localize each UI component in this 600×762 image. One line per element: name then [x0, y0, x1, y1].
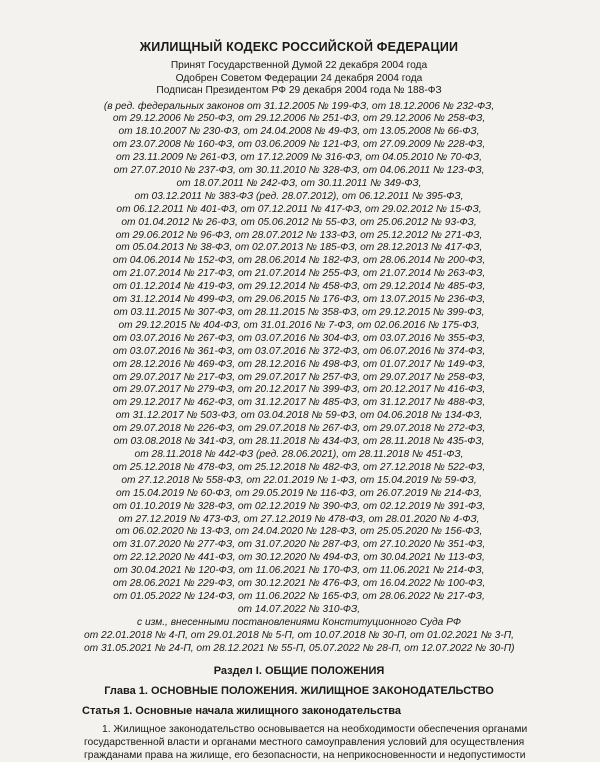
article-paragraph	[84, 723, 528, 762]
amendment-line: от 30.04.2021 № 120-ФЗ, от 11.06.2021 № 170-ФЗ, от 11.06.2021 № 214-ФЗ,	[113, 565, 485, 577]
amendment-line: от 01.10.2019 № 328-ФЗ, от 02.12.2019 № 390-ФЗ, от 02.12.2019 № 391-ФЗ,	[112, 500, 486, 512]
amendment-line: от 29.12.2017 № 462-ФЗ, от 31.12.2017 № 485-ФЗ, от 31.12.2017 № 488-ФЗ,	[112, 397, 486, 409]
article-heading: Статья 1. Основные начала жилищного законодательства	[82, 705, 401, 718]
amendment-line: от 27.12.2019 № 473-ФЗ, от 27.12.2019 № 478-ФЗ, от 28.01.2020 № 4-ФЗ,	[118, 513, 480, 525]
amendment-line: от 03.07.2016 № 267-ФЗ, от 03.07.2016 № 304-ФЗ, от 03.07.2016 № 355-ФЗ,	[112, 332, 486, 344]
amendment-line: от 28.06.2021 № 229-ФЗ, от 30.12.2021 № 476-ФЗ, от 16.04.2022 № 100-ФЗ,	[112, 578, 486, 590]
amendment-line: от 18.07.2011 № 242-ФЗ, от 30.11.2011 № 349-ФЗ,	[176, 177, 422, 189]
amendment-line: от 27.07.2010 № 237-ФЗ, от 30.11.2010 № 328-ФЗ, от 04.06.2011 № 123-ФЗ,	[113, 165, 485, 177]
amendment-line: от 23.11.2009 № 261-ФЗ, от 17.12.2009 № 316-ФЗ, от 04.05.2010 № 70-ФЗ,	[116, 152, 482, 164]
paragraph-line: государственной власти и органами местного самоуправления условий для осуществления	[84, 737, 525, 749]
amendment-line: от 29.06.2012 № 96-ФЗ, от 28.07.2012 № 133-ФЗ, от 25.12.2012 № 271-ФЗ,	[115, 229, 483, 241]
amendment-line: от 23.07.2008 № 160-ФЗ, от 03.06.2009 № 121-ФЗ, от 27.09.2009 № 228-ФЗ,	[112, 139, 486, 151]
section-heading: Раздел I. ОБЩИЕ ПОЛОЖЕНИЯ	[213, 665, 385, 678]
amendment-line: от 14.07.2022 № 310-ФЗ,	[237, 603, 361, 615]
amendment-line: от 31.07.2020 № 277-ФЗ, от 31.07.2020 № 287-ФЗ, от 27.10.2020 № 351-ФЗ,	[112, 539, 486, 551]
amendment-line: от 29.12.2015 № 404-ФЗ, от 31.01.2016 № 7-ФЗ, от 02.06.2016 № 175-ФЗ,	[118, 319, 480, 331]
document-title: ЖИЛИЩНЫЙ КОДЕКС РОССИЙСКОЙ ФЕДЕРАЦИИ	[139, 40, 459, 54]
amendments-list	[84, 101, 514, 656]
amendment-line: от 22.01.2018 № 4-П, от 29.01.2018 № 5-П, от 10.07.2018 № 30-П, от 01.02.2021 № 3-П,	[84, 629, 514, 641]
amendment-line: от 29.12.2006 № 250-ФЗ, от 29.12.2006 № 251-ФЗ, от 29.12.2006 № 258-ФЗ,	[112, 113, 486, 125]
amendment-line: от 25.12.2018 № 478-ФЗ, от 25.12.2018 № 482-ФЗ, от 27.12.2018 № 522-ФЗ,	[112, 461, 486, 473]
adoption-block	[84, 60, 514, 98]
amendment-line: от 03.11.2015 № 307-ФЗ, от 28.11.2015 № 358-ФЗ, от 29.12.2015 № 399-ФЗ,	[113, 307, 485, 318]
amendment-line: с изм., внесенными постановлениями Конституционного Суда РФ	[137, 616, 461, 628]
amendment-line: от 01.05.2022 № 124-ФЗ, от 11.06.2022 № 165-ФЗ, от 28.06.2022 № 217-ФЗ,	[113, 590, 485, 602]
amendment-line: от 29.07.2018 № 226-ФЗ, от 29.07.2018 № 267-ФЗ, от 29.07.2018 № 272-ФЗ,	[112, 423, 486, 435]
adoption-duma: Принят Государственной Думой 22 декабря 2004 года	[170, 60, 428, 71]
amendment-line: от 18.10.2007 № 230-ФЗ, от 24.04.2008 № 49-ФЗ, от 13.05.2008 № 66-ФЗ,	[118, 126, 480, 138]
amendment-line: от 31.05.2021 № 24-П, от 28.12.2021 № 55-П, 05.07.2022 № 28-П, от 12.07.2022 № 30-П)	[84, 642, 515, 654]
amendment-line: от 05.04.2013 № 38-ФЗ, от 02.07.2013 № 185-ФЗ, от 28.12.2013 № 417-ФЗ,	[115, 242, 483, 254]
amendment-line: от 22.12.2020 № 441-ФЗ, от 30.12.2020 № 494-ФЗ, от 30.04.2021 № 113-ФЗ,	[113, 552, 485, 564]
amendment-line: от 21.07.2014 № 217-ФЗ, от 21.07.2014 № 255-ФЗ, от 21.07.2014 № 263-ФЗ,	[112, 268, 486, 280]
amendment-line: от 06.02.2020 № 13-ФЗ, от 24.04.2020 № 128-ФЗ, от 25.05.2020 № 156-ФЗ,	[115, 526, 483, 538]
amendment-line: от 28.12.2016 № 469-ФЗ, от 28.12.2016 № 498-ФЗ, от 01.07.2017 № 149-ФЗ,	[112, 358, 486, 370]
amendment-line: от 31.12.2017 № 503-ФЗ, от 03.04.2018 № 59-ФЗ, от 04.06.2018 № 134-ФЗ,	[115, 410, 483, 422]
amendment-line: от 01.04.2012 № 26-ФЗ, от 05.06.2012 № 55-ФЗ, от 25.06.2012 № 93-ФЗ,	[121, 216, 477, 228]
amendment-line: от 03.12.2011 № 383-ФЗ (ред. 28.07.2012), от 06.12.2011 № 395-ФЗ,	[134, 190, 464, 202]
adoption-federation-council: Одобрен Советом Федерации 24 декабря 2004 года	[175, 72, 423, 84]
amendment-line: от 04.06.2014 № 152-ФЗ, от 28.06.2014 № 182-ФЗ, от 28.06.2014 № 200-ФЗ,	[112, 255, 486, 267]
amendment-line: от 01.12.2014 № 419-ФЗ, от 29.12.2014 № 458-ФЗ, от 29.12.2014 № 485-ФЗ,	[112, 281, 486, 293]
amendment-line: от 03.07.2016 № 361-ФЗ, от 03.07.2016 № 372-ФЗ, от 06.07.2016 № 374-ФЗ,	[112, 345, 486, 357]
amendment-line: от 31.12.2014 № 499-ФЗ, от 29.06.2015 № 176-ФЗ, от 13.07.2015 № 236-ФЗ,	[112, 294, 486, 306]
amendment-line: от 29.07.2017 № 217-ФЗ, от 29.07.2017 № 257-ФЗ, от 29.07.2017 № 258-ФЗ,	[112, 371, 486, 383]
amendment-line: от 27.12.2018 № 558-ФЗ, от 22.01.2019 № 1-ФЗ, от 15.04.2019 № 59-ФЗ,	[121, 474, 477, 486]
amendment-line: (в ред. федеральных законов от 31.12.2005 № 199-ФЗ, от 18.12.2006 № 232-ФЗ,	[103, 100, 495, 112]
paragraph-line: гражданами права на жилище, его безопасности, на неприкосновенности и недопустимости	[84, 750, 526, 762]
paragraph-line: 1. Жилищное законодательство основывается на необходимости обеспечения органами	[102, 724, 528, 736]
amendment-line: от 28.11.2018 № 442-ФЗ (ред. 28.06.2021), от 28.11.2018 № 451-ФЗ,	[134, 448, 464, 460]
amendment-line: от 29.07.2017 № 279-ФЗ, от 20.12.2017 № 399-ФЗ, от 20.12.2017 № 416-ФЗ,	[112, 384, 486, 396]
amendment-line: от 15.04.2019 № 60-ФЗ, от 29.05.2019 № 116-ФЗ, от 26.07.2019 № 214-ФЗ,	[116, 487, 482, 499]
chapter-heading: Глава 1. ОСНОВНЫЕ ПОЛОЖЕНИЯ. ЖИЛИЩНОЕ ЗАКОНОДАТЕЛЬСТВО	[104, 685, 494, 698]
amendment-line: от 06.12.2011 № 401-ФЗ, от 07.12.2011 № 417-ФЗ, от 29.02.2012 № 15-ФЗ,	[116, 203, 482, 215]
amendment-line: от 03.08.2018 № 341-ФЗ, от 28.11.2018 № 434-ФЗ, от 28.11.2018 № 435-ФЗ,	[113, 436, 485, 448]
adoption-president: Подписан Президентом РФ 29 декабря 2004 года № 188-ФЗ	[156, 85, 442, 96]
